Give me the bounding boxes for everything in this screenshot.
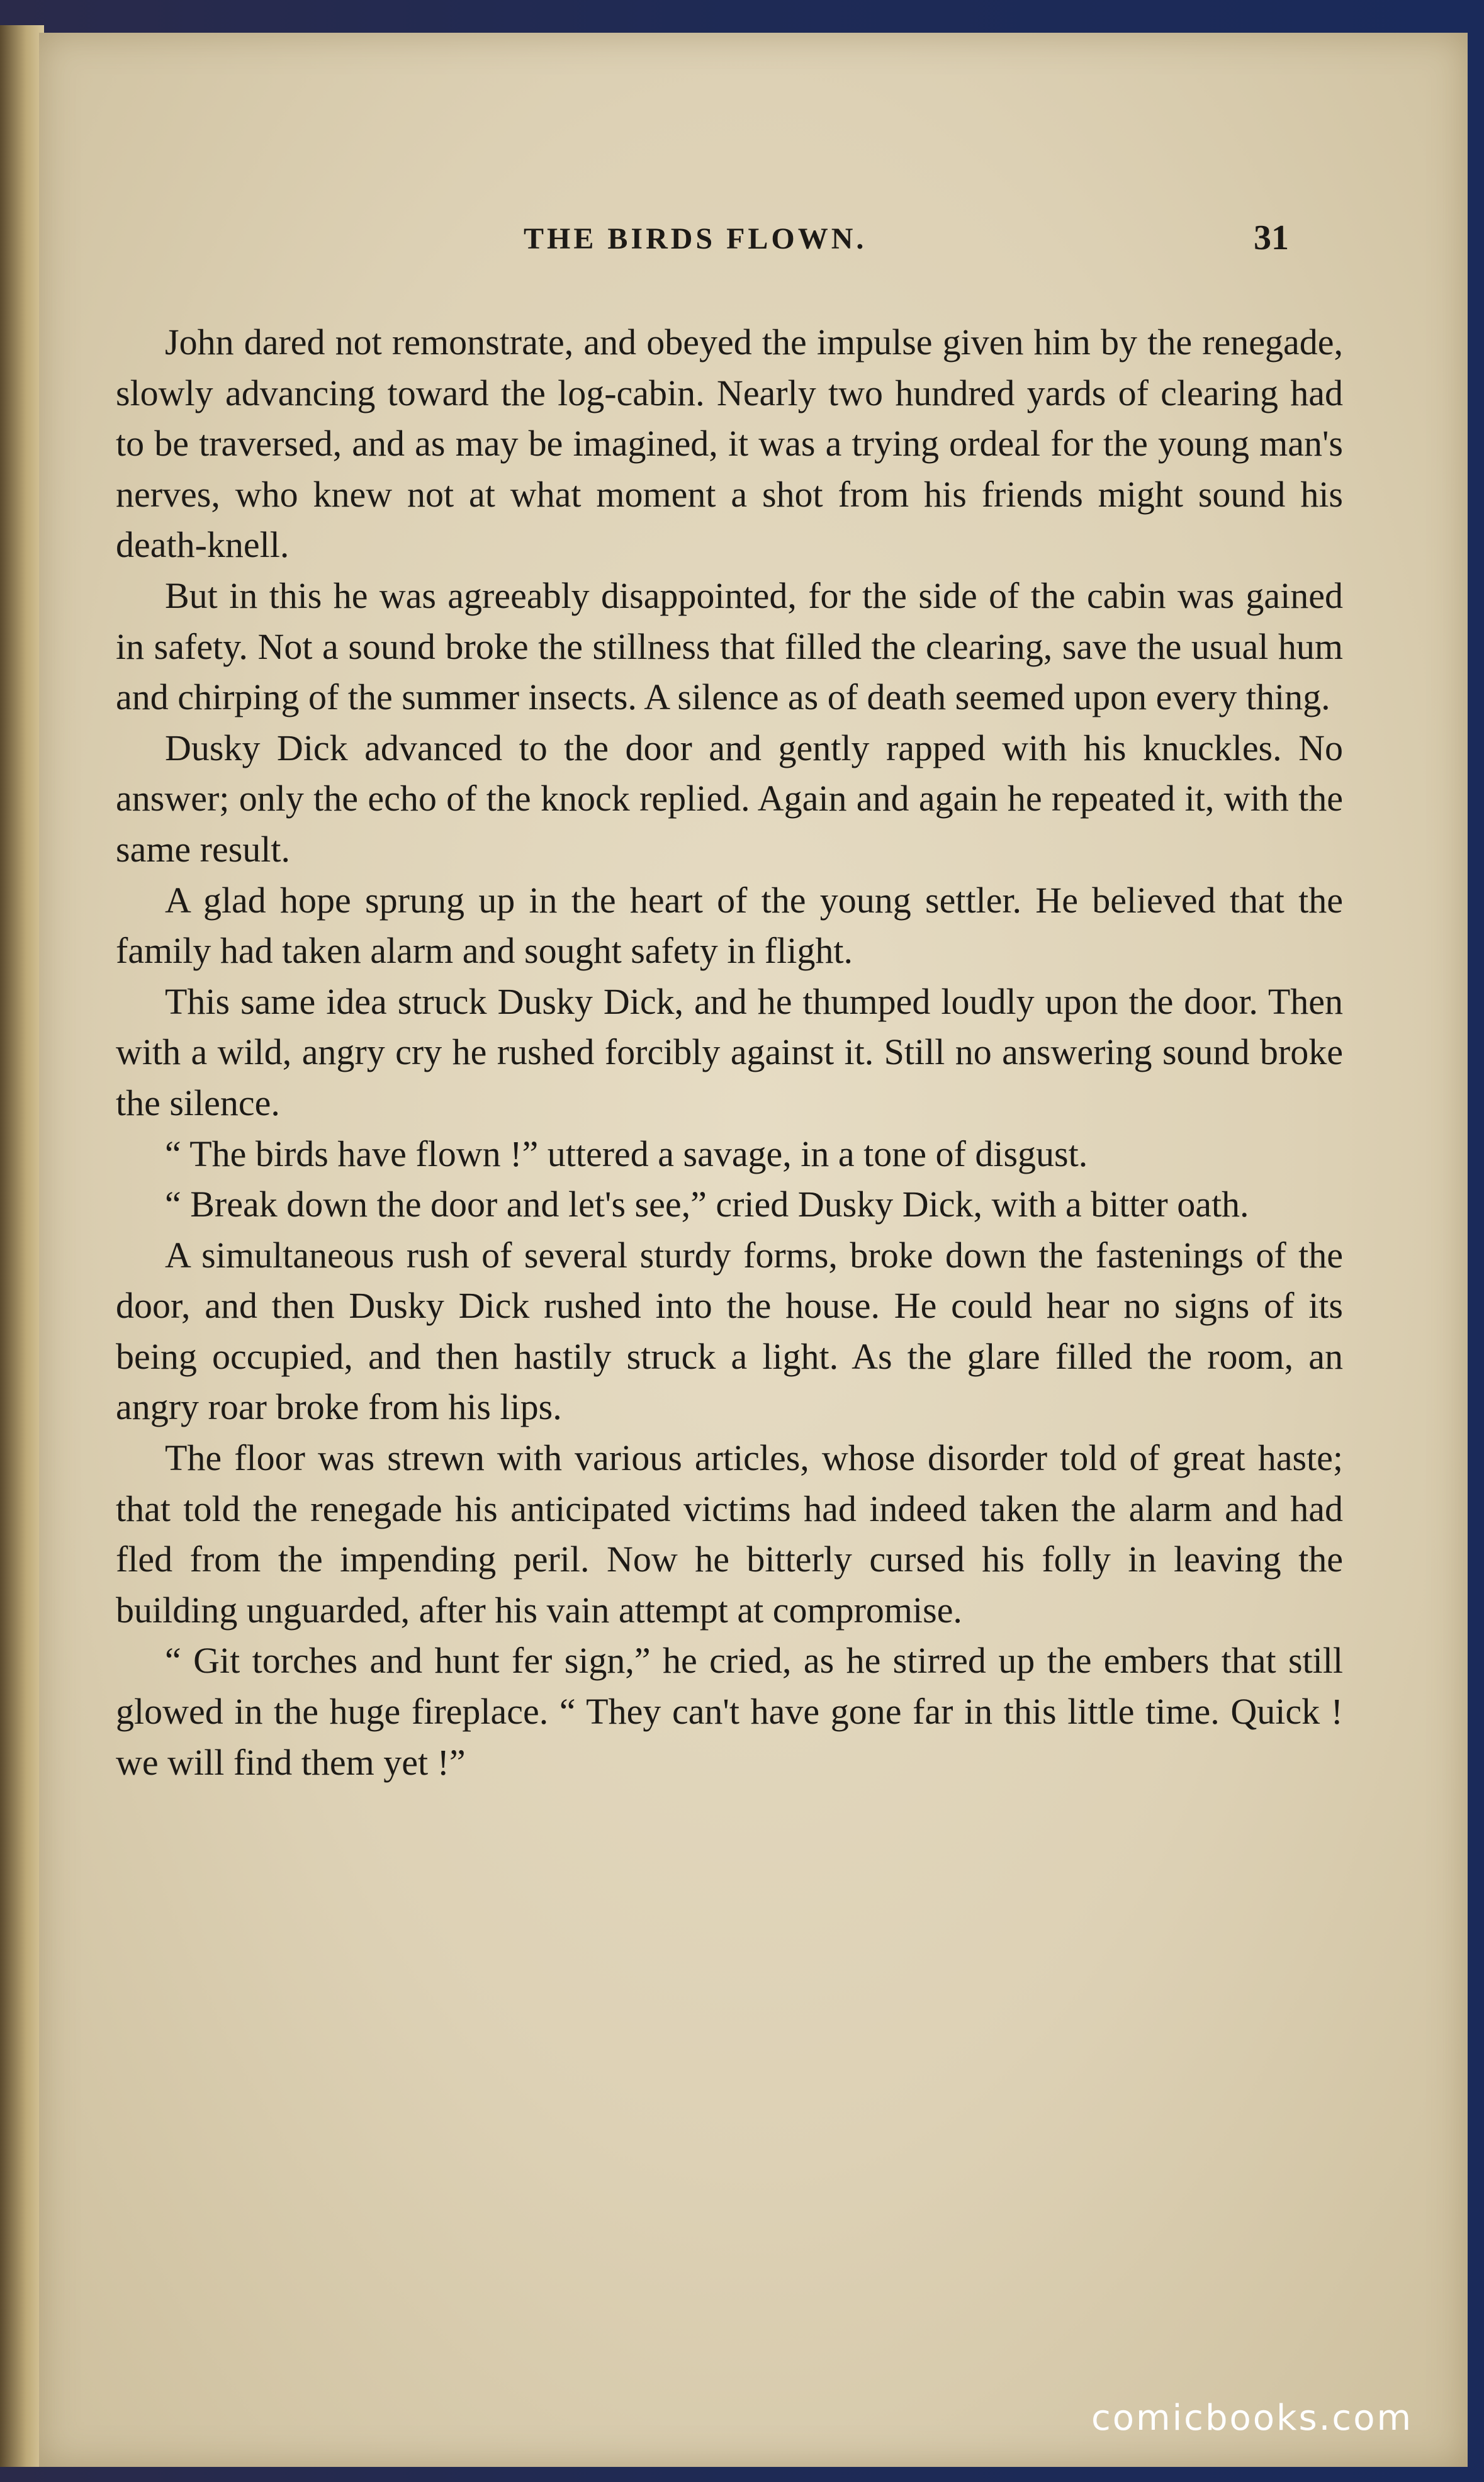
paragraph-8: A simultaneous rush of several sturdy forms, broke down the fastenings of the door, and then Dusky Dick rushed into the house. He could hear no signs of its being occupied, and then hastily struck a light. As the glare filled the room, an angry roar broke from his lips. xyxy=(116,1234,1343,1428)
paragraph-1: John dared not remonstrate, and obeyed the impulse given him by the renegade, slowly advancing toward the log-cabin. Nearly two hundred yards of clearing had to be traversed, and as may be imagined, it was a trying ordeal for the young man's nerves, who knew not at what moment a shot from his friends might sound his death-knell. xyxy=(116,322,1343,566)
paragraph-6: “ The birds have flown !” uttered a savage, in a tone of disgust. xyxy=(165,1133,1088,1174)
paragraph-7: “ Break down the door and let's see,” cried Dusky Dick, with a bitter oath. xyxy=(165,1184,1249,1225)
paragraph-2: But in this he was agreeably disappointed, for the side of the cabin was gained in safety. Not a sound broke the stillness that filled the clearing, save the usual hum and chirping of the summer insects. A silence as of death seemed upon every thing. xyxy=(116,575,1343,718)
watermark-logo: comicbooks.com xyxy=(1091,2398,1414,2439)
paragraph-3: Dusky Dick advanced to the door and gently rapped with his knuckles. No answer; only the echo of the knock replied. Again and again he repeated it, with the same result. xyxy=(116,727,1343,870)
running-head xyxy=(39,218,1468,272)
body-text xyxy=(116,317,1343,1788)
facing-page-edge xyxy=(0,25,44,2467)
page-number: 31 xyxy=(1254,218,1289,257)
running-title: THE BIRDS FLOWN. xyxy=(524,222,867,256)
paragraph-10: “ Git torches and hunt fer sign,” he cried, as he stirred up the embers that still glowed in the huge fireplace. “ They can't have gone far in this little time. Quick ! we will find them yet !” xyxy=(116,1640,1343,1783)
paragraph-4: A glad hope sprung up in the heart of the young settler. He believed that the family had taken alarm and sought safety in flight. xyxy=(116,879,1343,972)
paragraph-5: This same idea struck Dusky Dick, and he thumped loudly upon the door. Then with a wild, angry cry he rushed forcibly against it. Still no answering sound broke the silence. xyxy=(116,980,1343,1123)
paragraph-9: The floor was strewn with various articles, whose disorder told of great haste; that told the renegade his anticipated victims had indeed taken the alarm and had fled from the impending peril. Now he bitterly cursed his folly in leaving the building unguarded, after his vain attempt at compromise. xyxy=(116,1437,1343,1631)
book-page xyxy=(39,33,1468,2467)
